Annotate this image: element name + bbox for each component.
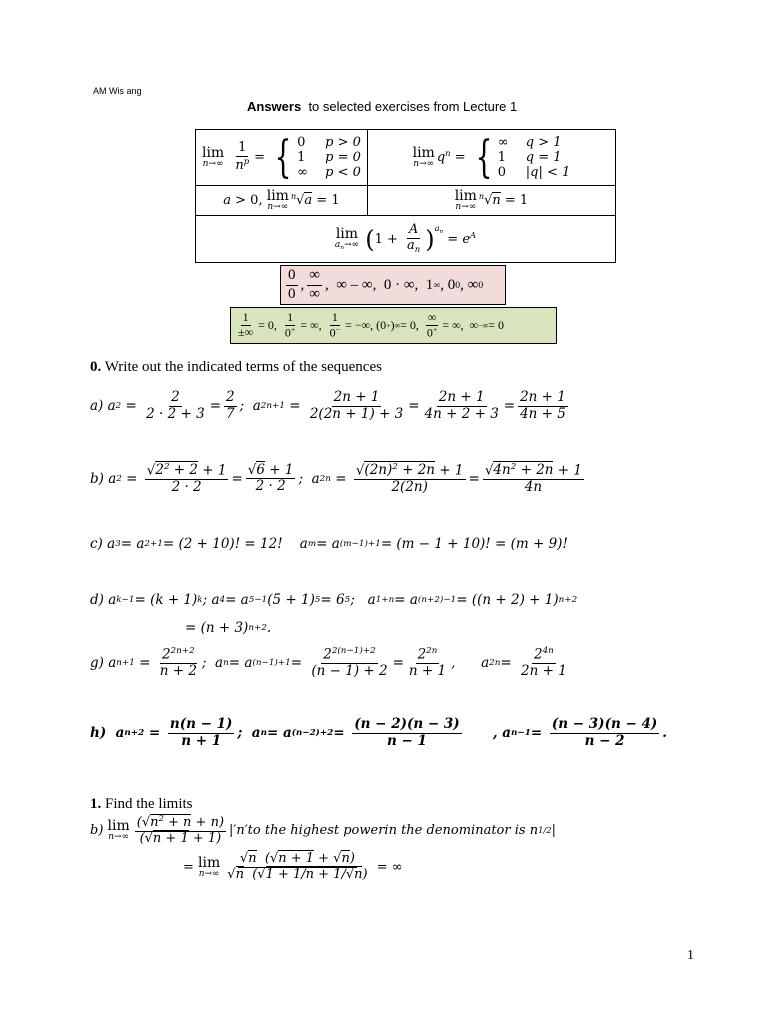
formula-table (195, 129, 616, 263)
limit-b-line1: b) lim n→∞ $\frac{(√n^2 + n + n)}{(√n + 1 + 1)}$ |′n′to the highest powerin the denominator is n 1/2 | (90, 813, 557, 846)
exercise-d-line1: d) a k−1 = (k + 1) k ; a 4 = a 5−1 (5 + 1) 5 = 6 5 ; a 1+n = a (n+2)−1 = ((n + 2) + 1) n+2 (90, 592, 578, 608)
exponential-limit-cell: lim $a_n\to\infty$ (1 + $\frac{A}{a_n}$ )$^{a_n} = e^A$ (196, 216, 616, 263)
root-a-limit-cell: a > 0, lim n→∞ $^n$√a = 1 (196, 186, 368, 216)
section-0-heading: 0. Write out the indicated terms of the sequences (90, 359, 382, 375)
section-1-heading: 1. Find the limits (90, 796, 193, 812)
exercise-a: a) a 2 = $\frac{2}{2 \cdot 2 + 3}$ = $\frac{2}{7}$ ; a 2n+1 = $\frac{2n + 1}{2(2n + 1) + 3}$ = $\frac{2n + 1}{4n + 2 + 3}$ = $\frac{2n + 1}{4n + 5}$ (90, 389, 566, 422)
determinate-forms-box: $\frac{1}{\pm\infty}$ = 0, $\frac{1}{0^+}$ = ∞, $\frac{1}{0^-}$ = −∞, (0 + ) ∞ = 0, $\frac{\infty}{0^+}$ = ∞, ∞ −∞ = 0 (230, 307, 557, 344)
exercise-h: h) a n+2 = $\frac{n(n - 1)}{n + 1}$ ; a n = a (n−2)+2 = $\frac{(n - 2)(n - 3)}{n - 1}$ , a n−1 = $\frac{(n - 3)(n - 4)}{n - 2}$ . (90, 716, 667, 749)
page-number: 1 (687, 948, 694, 963)
exercise-d-line2: = (n + 3) n+2 . (185, 620, 272, 636)
indeterminate-forms-box: $\frac{0}{0}$ , $\frac{\infty}{\infty}$ , ∞ – ∞, 0 · ∞, 1 ∞ , 0 0 , ∞ 0 (280, 265, 506, 305)
limit-q-power-n-cell: lim n→∞ $q^n$ = { ∞ q > 1 1 q = 1 0 |q| < 1 (367, 130, 615, 186)
author-label: AM Wis ang (93, 86, 142, 96)
exercise-c: c) a 3 = a 2+1 = (2 + 10)! = 12! a m = a (m−1)+1 = (m − 1 + 10)! = (m + 9)! (90, 536, 568, 552)
exercise-b: b) a 2 = $\frac{√2^2 + 2 + 1}{2 \cdot 2}$ = $\frac{√6 + 1}{2 \cdot 2}$ ; a 2n = $\frac{√(2n)^2 + 2n + 1}{2(2n)}$ = $\frac{√4n^2 + 2n + 1}{4n}$ (90, 461, 582, 495)
page-title: Answers to selected exercises from Lecture 1 (247, 99, 518, 114)
root-n-limit-cell: lim n→∞ $^n$√n = 1 (367, 186, 615, 216)
limit-n-power-p-cell: lim n→∞ $\frac{1}{n^p}$ = { 0 p > 0 1 p = 0 ∞ p < 0 (196, 130, 368, 186)
exercise-g: g) a n+1 = $\frac{2^{2n+2}}{n + 2}$ ; a n = a (n−1)+1 = $\frac{2^{2(n-1)+2}}{(n - 1) + 2}$ = $\frac{2^{2n}}{n + 1}$ , a 2n = $\frac{2^{4n}}{2n + 1}$ (90, 646, 567, 679)
limit-b-line2: = lim n→∞ $\frac{√n (√n + 1 + √n)}{√n (√1 + 1/n + 1/√n)}$ = ∞ (183, 851, 403, 882)
